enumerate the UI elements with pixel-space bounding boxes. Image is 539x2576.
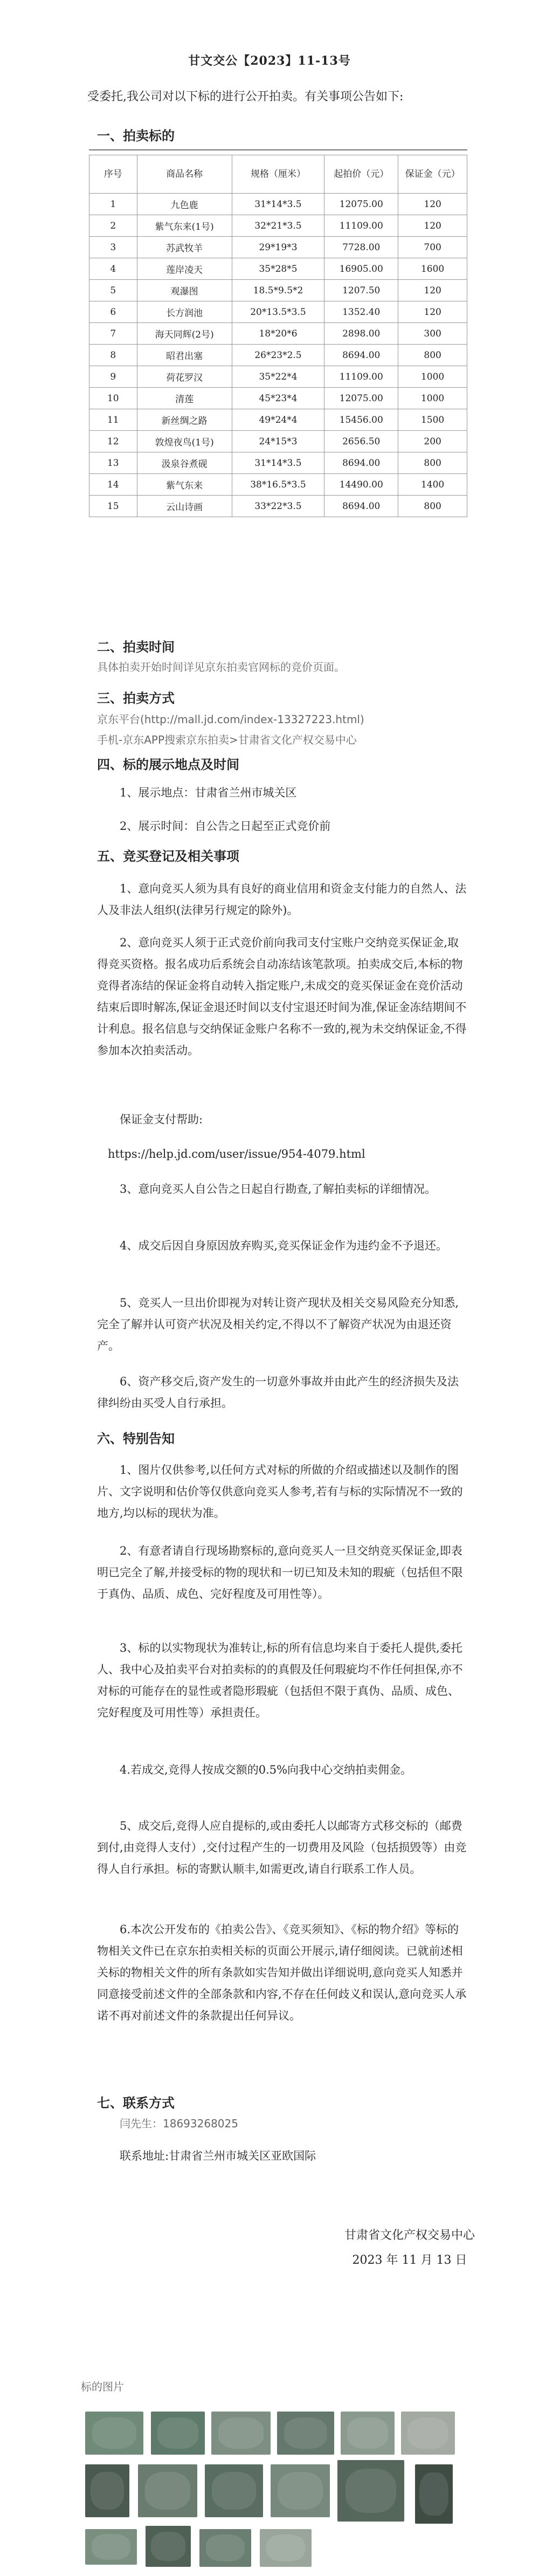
table-cell: 45*23*4 <box>232 388 324 409</box>
item-photo[interactable] <box>277 2412 334 2455</box>
table-row <box>89 474 467 496</box>
item-photo[interactable] <box>85 2464 129 2517</box>
item-photo[interactable] <box>260 2529 312 2567</box>
table-cell: 9 <box>89 366 137 388</box>
table-cell: 6 <box>89 301 137 323</box>
table-cell: 新丝绸之路 <box>137 409 232 431</box>
table-cell: 紫气东来 <box>137 474 232 496</box>
table-cell: 1000 <box>398 388 467 409</box>
table-row <box>89 215 467 237</box>
table-cell: 7 <box>89 323 137 345</box>
table-cell: 10 <box>89 388 137 409</box>
registration-item-2: 2、意向竞买人须于正式竞价前向我司支付宝账户交纳竞买保证金,取得竞买资格。报名成功后系统会自动冻结该笔款项。拍卖成交后,本标的物竞得者冻结的保证金将自动转入指定账户,未成交的竞买保证金在竞价活动结束后即时解冻,保证金退还时间以支付宝退还时间为准,保证金冻结期间不计利息。报名信息与交纳保证金账户名称不一致的,视为未交纳保证金,不得参加本次拍卖活动。 <box>97 936 467 1057</box>
table-cell: 49*24*4 <box>232 409 324 431</box>
table-cell: 12075.00 <box>324 388 398 409</box>
table-cell: 4 <box>89 258 137 280</box>
registration-item-1: 1、意向竞买人须为具有良好的商业信用和资金支付能力的自然人、法人及非法人组织(法律另行规定的除外)。 <box>97 882 467 917</box>
table-cell: 16905.00 <box>324 258 398 280</box>
table-cell: 15 <box>89 496 137 517</box>
table-cell: 莲岸凌天 <box>137 258 232 280</box>
table-cell: 1400 <box>398 474 467 496</box>
registration-item-3: 3、意向竞买人自公告之日起自行勘查,了解拍卖标的详细情况。 <box>120 1183 437 1196</box>
item-photo[interactable] <box>271 2464 330 2517</box>
notice-item-3: 3、标的以实物现状为准转让,标的所有信息均来自于委托人提供,委托人、我中心及拍卖平台对拍卖标的的真假及任何瑕疵均不作任何担保,亦不对标的可能存在的显性或者隐形瑕疵（包括但不限于真伪、品质、成色、完好程度及可用性等）承担责任。 <box>97 1641 463 1719</box>
table-cell: 2898.00 <box>324 323 398 345</box>
platform-link[interactable]: 京东平台(http://mall.jd.com/index-13327223.html) <box>97 713 364 726</box>
item-photo[interactable] <box>341 2412 395 2455</box>
section-title-registration: 五、竞买登记及相关事项 <box>97 849 239 864</box>
item-photo[interactable] <box>151 2412 205 2455</box>
table-cell: 20*13.5*3.5 <box>232 301 324 323</box>
table-cell: 荷花罗汉 <box>137 366 232 388</box>
item-photo[interactable] <box>205 2464 263 2517</box>
item-photo[interactable] <box>337 2460 404 2522</box>
section-title-notice: 六、特别告知 <box>97 1431 175 1446</box>
item-photo[interactable] <box>199 2529 251 2567</box>
section-divider <box>89 149 467 150</box>
table-header-row <box>89 155 467 194</box>
deposit-help-link[interactable]: https://help.jd.com/user/issue/954-4079.html <box>108 1148 365 1160</box>
registration-item-4: 4、成交后因自身原因放弃购买,竞买保证金作为违约金不予退还。 <box>120 1239 448 1252</box>
table-row <box>89 496 467 517</box>
table-cell: 38*16.5*3.5 <box>232 474 324 496</box>
contact-phone: 闫先生：18693268025 <box>120 2117 238 2130</box>
table-body <box>89 194 467 517</box>
table-cell: 敦煌夜鸟(1号) <box>137 431 232 452</box>
table-cell: 海天同辉(2号) <box>137 323 232 345</box>
header-cell: 序号 <box>89 155 137 194</box>
table-cell: 长方润池 <box>137 301 232 323</box>
table-row <box>89 409 467 431</box>
item-photos-label: 标的图片 <box>81 2380 124 2393</box>
table-cell: 29*19*3 <box>232 237 324 258</box>
app-search-path: 手机-京东APP搜索京东拍卖>甘肃省文化产权交易中心 <box>97 733 357 746</box>
intro-paragraph: 受委托,我公司对以下标的进行公开拍卖。有关事项公告如下: <box>87 90 404 104</box>
item-photo[interactable] <box>401 2412 455 2455</box>
section-title-contact: 七、联系方式 <box>97 2096 175 2111</box>
table-cell: 7728.00 <box>324 237 398 258</box>
table-cell: 12 <box>89 431 137 452</box>
item-photo[interactable] <box>211 2412 271 2455</box>
table-cell: 13 <box>89 452 137 474</box>
table-cell: 8694.00 <box>324 452 398 474</box>
section-title-items: 一、拍卖标的 <box>97 128 175 143</box>
table-cell: 120 <box>398 301 467 323</box>
table-cell: 11109.00 <box>324 366 398 388</box>
table-cell: 8 <box>89 345 137 366</box>
document-number: 甘文交公【2023】11-13号 <box>188 54 351 68</box>
table-cell: 1600 <box>398 258 467 280</box>
item-photo[interactable] <box>85 2529 137 2565</box>
table-cell: 31*14*3.5 <box>232 452 324 474</box>
item-photo[interactable] <box>85 2412 143 2455</box>
item-photo[interactable] <box>415 2464 453 2524</box>
table-row <box>89 194 467 215</box>
section-title-method: 三、拍卖方式 <box>97 691 175 706</box>
table-cell: 云山诗画 <box>137 496 232 517</box>
table-cell: 120 <box>398 194 467 215</box>
auction-time-text: 具体拍卖开始时间详见京东拍卖官网标的竞价页面。 <box>97 661 345 674</box>
table-cell: 35*22*4 <box>232 366 324 388</box>
exhibition-place: 1、展示地点：甘肃省兰州市城关区 <box>120 786 297 799</box>
exhibition-time: 2、展示时间：自公告之日起至正式竞价前 <box>120 820 331 833</box>
table-cell: 800 <box>398 496 467 517</box>
table-cell: 12075.00 <box>324 194 398 215</box>
item-photo[interactable] <box>138 2464 197 2517</box>
table-cell: 35*28*5 <box>232 258 324 280</box>
table-cell: 3 <box>89 237 137 258</box>
auction-items-table <box>89 155 467 517</box>
table-cell: 清莲 <box>137 388 232 409</box>
table-cell: 18.5*9.5*2 <box>232 280 324 301</box>
table-cell: 26*23*2.5 <box>232 345 324 366</box>
table-cell: 九色鹿 <box>137 194 232 215</box>
table-row <box>89 366 467 388</box>
table-cell: 昭君出塞 <box>137 345 232 366</box>
table-cell: 汲泉谷煮砚 <box>137 452 232 474</box>
section-title-time: 二、拍卖时间 <box>97 640 175 655</box>
table-cell: 700 <box>398 237 467 258</box>
item-photo[interactable] <box>146 2526 191 2567</box>
notice-item-2: 2、有意者请自行现场勘察标的,意向竞买人一旦交纳竞买保证金,即表明已完全了解,并接受标的物的现状和一切已知及未知的瑕疵（包括但不限于真伪、品质、成色、完好程度及可用性等）。 <box>97 1544 463 1600</box>
header-cell: 起拍价（元） <box>324 155 398 194</box>
registration-item-5: 5、竞买人一旦出价即视为对转让资产现状及相关交易风险充分知悉,完全了解并认可资产状况及相关约定,不得以不了解资产状况为由退还资产。 <box>97 1296 459 1352</box>
table-row <box>89 345 467 366</box>
table-cell: 120 <box>398 215 467 237</box>
table-cell: 8694.00 <box>324 345 398 366</box>
header-cell: 商品名称 <box>137 155 232 194</box>
notice-item-5: 5、成交后,竞得人应自提标的,或由委托人以邮寄方式移交标的（邮费到付,由竞得人支付）,交付过程产生的一切费用及风险（包括损毁等）由竞得人自行承担。标的寄默认顺丰,如需更改,请自行联系工作人员。 <box>97 1819 467 1876</box>
table-cell: 观瀑图 <box>137 280 232 301</box>
table-row <box>89 452 467 474</box>
table-row <box>89 323 467 345</box>
table-row <box>89 237 467 258</box>
table-cell: 120 <box>398 280 467 301</box>
table-cell: 2 <box>89 215 137 237</box>
table-cell: 8694.00 <box>324 496 398 517</box>
table-row <box>89 301 467 323</box>
table-cell: 200 <box>398 431 467 452</box>
contact-address: 联系地址:甘肃省兰州市城关区亚欧国际 <box>120 2149 316 2162</box>
table-cell: 800 <box>398 452 467 474</box>
section-title-exhibition: 四、标的展示地点及时间 <box>97 757 239 772</box>
table-row <box>89 388 467 409</box>
registration-item-6: 6、资产移交后,资产发生的一切意外事故并由此产生的经济损失及法律纠纷由买受人自行承担。 <box>97 1375 459 1410</box>
table-cell: 14490.00 <box>324 474 398 496</box>
table-cell: 1000 <box>398 366 467 388</box>
signature-organization: 甘肃省文化产权交易中心 <box>344 2229 475 2242</box>
table-cell: 300 <box>398 323 467 345</box>
table-cell: 14 <box>89 474 137 496</box>
table-cell: 5 <box>89 280 137 301</box>
table-cell: 1500 <box>398 409 467 431</box>
table-row <box>89 280 467 301</box>
table-cell: 18*20*6 <box>232 323 324 345</box>
table-cell: 1 <box>89 194 137 215</box>
table-cell: 2656.50 <box>324 431 398 452</box>
deposit-help-label: 保证金支付帮助: <box>120 1113 203 1126</box>
table-cell: 24*15*3 <box>232 431 324 452</box>
notice-item-4: 4.若成交,竞得人按成交额的0.5%向我中心交纳拍卖佣金。 <box>120 1763 412 1776</box>
header-cell: 规格（厘米） <box>232 155 324 194</box>
table-cell: 33*22*3.5 <box>232 496 324 517</box>
table-row <box>89 431 467 452</box>
table-cell: 32*21*3.5 <box>232 215 324 237</box>
signature-date: 2023 年 11 月 13 日 <box>352 2254 467 2267</box>
table-cell: 1352.40 <box>324 301 398 323</box>
table-cell: 11109.00 <box>324 215 398 237</box>
table-row <box>89 258 467 280</box>
table-cell: 苏武牧羊 <box>137 237 232 258</box>
table-cell: 11 <box>89 409 137 431</box>
table-cell: 紫气东来(1号) <box>137 215 232 237</box>
table-cell: 31*14*3.5 <box>232 194 324 215</box>
table-cell: 15456.00 <box>324 409 398 431</box>
table-cell: 1207.50 <box>324 280 398 301</box>
header-cell: 保证金（元） <box>398 155 467 194</box>
table-cell: 800 <box>398 345 467 366</box>
notice-item-1: 1、图片仅供参考,以任何方式对标的所做的介绍或描述以及制作的图片、文字说明和估价等仅供意向竞买人参考,若有与标的实际情况不一致的地方,均以标的现状为准。 <box>97 1464 463 1520</box>
notice-item-6: 6.本次公开发布的《拍卖公告》、《竞买须知》、《标的物介绍》等标的物相关文件已在京东拍卖相关标的页面公开展示,请仔细阅读。已就前述相关标的物相关文件的所有条款如实告知并做出详细说明,意向竞买人知悉并同意接受前述文件的全部条款和内容,不存在任何歧义和误认,意向竞买人承诺不再对前述文件的条款提出任何异议。 <box>97 1923 467 2022</box>
